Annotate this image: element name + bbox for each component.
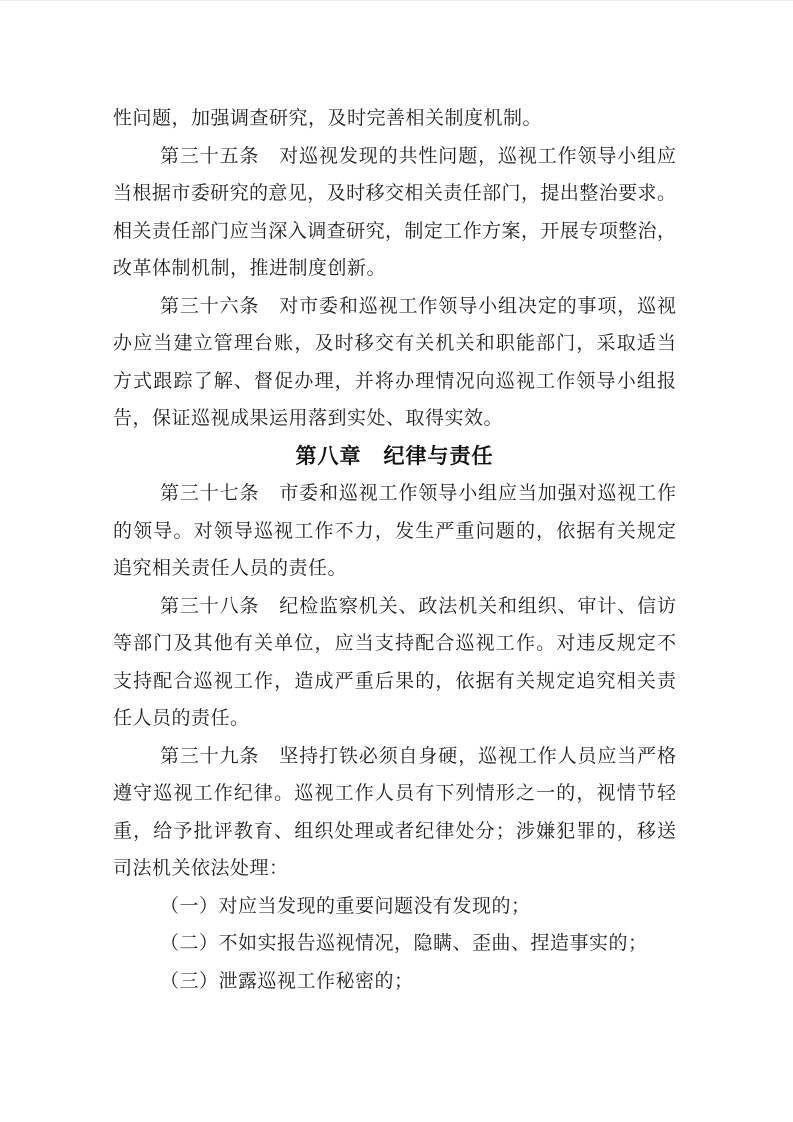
paragraph-line: 第三十九条 坚持打铁必须自身硬，巡视工作人员应当严格 [160, 745, 676, 767]
paragraph-line: 办应当建立管理台账，及时移交有关机关和职能部门，采取适当 [113, 333, 676, 354]
paragraph-line: 任人员的责任。 [113, 708, 250, 729]
paragraph-line: 相关责任部门应当深入调查研究，制定工作方案，开展专项整治， [113, 220, 676, 242]
paragraph-line: 第三十八条 纪检监察机关、政法机关和组织、审计、信访 [160, 595, 676, 617]
document-body [113, 100, 676, 1000]
paragraph-line: 改革体制机制，推进制度创新。 [113, 258, 387, 279]
paragraph-line: 等部门及其他有关单位，应当支持配合巡视工作。对违反规定不 [113, 633, 676, 654]
numbered-item-line: （二）不如实报告巡视情况，隐瞒、歪曲、捏造事实的； [160, 933, 648, 954]
numbered-item-line: （一）对应当发现的重要问题没有发现的； [160, 895, 531, 917]
numbered-item-line: （三）泄露巡视工作秘密的； [160, 970, 414, 992]
paragraph-line: 追究相关责任人员的责任。 [113, 558, 348, 579]
paragraph-line: 方式跟踪了解、督促办理，并将办理情况向巡视工作领导小组报 [113, 370, 676, 392]
chapter-heading: 第八章 纪律与责任 [295, 444, 494, 468]
paragraph-line: 性问题，加强调查研究，及时完善相关制度机制。 [113, 108, 543, 129]
paragraph-line: 司法机关依法处理： [113, 858, 289, 879]
paragraph-line: 的领导。对领导巡视工作不力，发生严重问题的，依据有关规定 [113, 520, 676, 542]
paragraph-line: 支持配合巡视工作，造成严重后果的，依据有关规定追究相关责 [113, 670, 676, 692]
paragraph-line: 第三十五条 对巡视发现的共性问题，巡视工作领导小组应 [160, 145, 676, 167]
paragraph-line: 遵守巡视工作纪律。巡视工作人员有下列情形之一的，视情节轻 [113, 783, 676, 804]
paragraph-line: 当根据市委研究的意见，及时移交相关责任部门，提出整治要求。 [113, 183, 676, 204]
paragraph-line: 第三十七条 市委和巡视工作领导小组应当加强对巡视工作 [160, 483, 676, 504]
paragraph-line: 第三十六条 对市委和巡视工作领导小组决定的事项，巡视 [160, 295, 676, 317]
paragraph-line: 告，保证巡视成果运用落到实处、取得实效。 [113, 408, 504, 429]
paragraph-line: 重，给予批评教育、组织处理或者纪律处分；涉嫌犯罪的，移送 [113, 820, 676, 842]
